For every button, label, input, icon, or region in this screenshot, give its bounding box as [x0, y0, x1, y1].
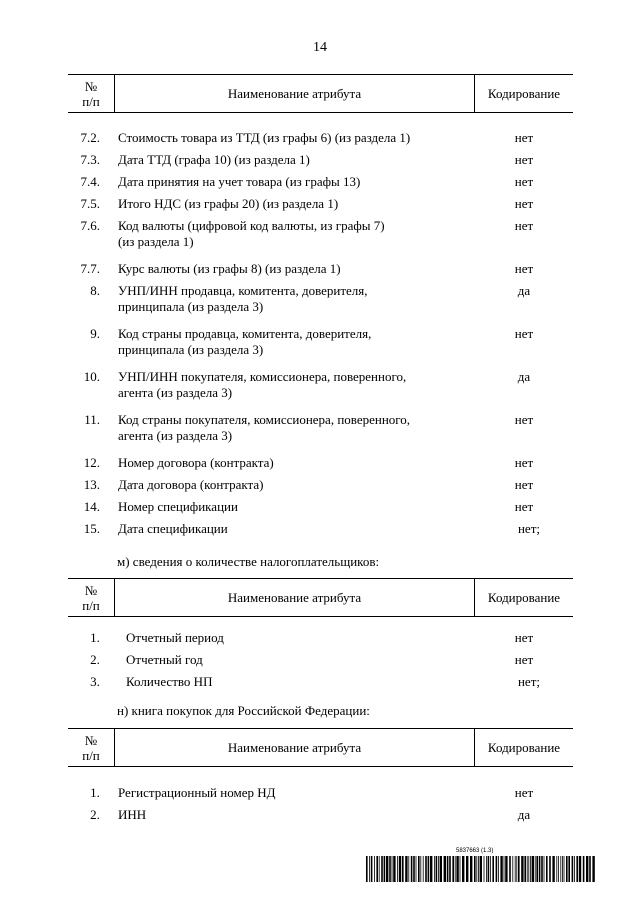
barcode-bar	[436, 856, 438, 882]
barcode-bar	[539, 856, 541, 882]
attribute-name	[118, 152, 470, 168]
row-number: 12.	[83, 455, 100, 470]
attribute-name-line: Дата ТТД (графа 10) (из раздела 1)	[118, 152, 310, 167]
name-column-header: Наименование атрибута	[115, 729, 475, 767]
barcode-bar	[402, 856, 404, 882]
barcode-bar	[486, 856, 487, 882]
table-row	[0, 152, 640, 174]
num-column-header: № п/п	[68, 75, 115, 113]
barcode-bar	[411, 856, 413, 882]
barcode-bar	[496, 856, 498, 882]
table-row	[0, 196, 640, 218]
barcode-bar	[532, 856, 534, 882]
barcode-bar	[505, 856, 507, 882]
table-row	[0, 630, 640, 652]
attribute-name	[118, 130, 470, 146]
barcode-bar	[430, 856, 432, 882]
attribute-name-line: Дата договора (контракта)	[118, 477, 264, 492]
attribute-name	[118, 412, 470, 444]
barcode-bar	[530, 856, 531, 882]
attribute-name-line: принципала (из раздела 3)	[118, 299, 264, 314]
attribute-name-line: агента (из раздела 3)	[118, 385, 233, 400]
coding-value: нет	[514, 261, 534, 276]
barcode-bar	[460, 856, 461, 882]
row-number: 2.	[90, 807, 100, 822]
attribute-name-line: принципала (из раздела 3)	[118, 342, 264, 357]
barcode-bar	[369, 856, 370, 882]
row-number: 10.	[83, 369, 100, 384]
attribute-name	[118, 785, 470, 801]
barcode-bar	[399, 856, 401, 882]
attribute-name	[118, 326, 470, 358]
barcode-bar	[488, 856, 490, 882]
coding-value: нет	[514, 130, 534, 145]
table-row	[0, 130, 640, 152]
barcode-bar	[504, 856, 505, 882]
table-row	[0, 369, 640, 412]
attribute-name-line: Код страны покупателя, комиссионера, поверенного,	[118, 412, 411, 427]
table2-body	[0, 630, 640, 696]
barcode-bar	[423, 856, 424, 882]
attribute-name-line: Номер договора (контракта)	[118, 455, 274, 470]
barcode-bar	[381, 856, 383, 882]
barcode-bar	[572, 856, 574, 882]
barcode-bar	[549, 856, 551, 882]
table-row	[0, 477, 640, 499]
barcode-bar	[438, 856, 439, 882]
row-number: 2.	[90, 652, 100, 667]
barcode-bar	[478, 856, 479, 882]
barcode-label: 5837663 (1.3)	[456, 848, 494, 854]
coding-value: нет	[514, 326, 534, 341]
barcode-bar	[434, 856, 435, 882]
barcode-bar	[408, 856, 409, 882]
attribute-name	[118, 196, 470, 212]
barcode-bar	[515, 856, 516, 882]
attribute-name-line: Дата спецификации	[118, 521, 228, 536]
barcode-bar	[405, 856, 407, 882]
table-row	[0, 785, 640, 807]
barcode-bar	[449, 856, 451, 882]
barcode-bar	[476, 856, 477, 882]
barcode-bar	[516, 856, 517, 882]
coding-value: нет	[514, 218, 534, 233]
table3-header	[68, 728, 573, 767]
barcode-bar	[397, 856, 398, 882]
barcode-bar	[466, 856, 468, 882]
barcode-bar	[447, 856, 449, 882]
row-number: 11.	[84, 412, 100, 427]
attribute-name-line: Курс валюты (из графы 8) (из раздела 1)	[118, 261, 341, 276]
barcode-bar	[589, 856, 591, 882]
barcode-bar	[455, 856, 456, 882]
attribute-name-line: Регистрационный номер НД	[118, 785, 276, 800]
barcode-bar	[480, 856, 482, 882]
attribute-name-line: Количество НП	[126, 674, 213, 689]
barcode-bar	[376, 856, 378, 882]
attribute-name	[118, 521, 470, 537]
barcode-bar	[576, 856, 578, 882]
attribute-name	[118, 218, 470, 250]
attribute-name-line: ИНН	[118, 807, 147, 822]
barcode-bar	[474, 856, 476, 882]
code-column-header: Кодирование	[475, 579, 574, 617]
barcode-bar	[527, 856, 528, 882]
row-number: 13.	[83, 477, 100, 492]
barcode-bar	[389, 856, 391, 882]
coding-value: нет	[514, 630, 534, 645]
row-number: 8.	[90, 283, 100, 298]
barcode-bar	[456, 856, 458, 882]
section-n-intro: н) книга покупок для Российской Федерации:	[117, 703, 370, 718]
barcode-bar	[518, 856, 520, 882]
row-number: 7.4.	[80, 174, 100, 189]
attribute-name-line: Код валюты (цифровой код валюты, из графы 7)	[118, 218, 385, 233]
attribute-name-line: УНП/ИНН продавца, комитента, доверителя,	[118, 283, 368, 298]
barcode-bar	[428, 856, 430, 882]
barcode-bar	[541, 856, 543, 882]
barcode-bar	[536, 856, 538, 882]
barcode-bar	[392, 856, 393, 882]
barcode-bar	[452, 856, 454, 882]
barcode-bar	[524, 856, 526, 882]
row-number: 1.	[90, 785, 100, 800]
barcode-bar	[498, 856, 499, 882]
barcode-bar	[500, 856, 502, 882]
row-number: 3.	[90, 674, 100, 689]
barcode-bar	[535, 856, 536, 882]
row-number: 1.	[90, 630, 100, 645]
barcode-icon	[366, 856, 596, 882]
coding-value: нет	[514, 412, 534, 427]
barcode-bar	[379, 856, 380, 882]
barcode-bar	[386, 856, 388, 882]
coding-value: нет	[514, 652, 534, 667]
barcode-bar	[568, 856, 570, 882]
attribute-name-line: Стоимость товара из ТТД (из графы 6) (из раздела 1)	[118, 130, 411, 145]
barcode-bar	[425, 856, 427, 882]
attribute-name	[118, 499, 470, 515]
barcode-bar	[384, 856, 386, 882]
table-row	[0, 283, 640, 326]
barcode-bar	[366, 856, 368, 882]
barcode-bar	[492, 856, 494, 882]
barcode-bar	[583, 856, 585, 882]
num-column-header: № п/п	[68, 579, 115, 617]
attribute-name-line: УНП/ИНН покупателя, комиссионера, поверенного,	[118, 369, 407, 384]
barcode-bar	[560, 856, 561, 882]
barcode-bar	[470, 856, 472, 882]
barcode-bar	[444, 856, 446, 882]
page-number: 14	[313, 40, 327, 55]
coding-value: нет	[514, 152, 534, 167]
barcode-bar	[586, 856, 588, 882]
row-number: 7.5.	[80, 196, 100, 211]
table1-header	[68, 74, 573, 113]
barcode-bar	[393, 856, 395, 882]
attribute-name	[126, 652, 478, 668]
attribute-name-line: Дата принятия на учет товара (из графы 13)	[118, 174, 361, 189]
barcode-bar	[556, 856, 557, 882]
barcode-bar	[579, 856, 581, 882]
attribute-name-line: (из раздела 1)	[118, 234, 194, 249]
coding-value: да	[517, 369, 531, 384]
coding-value: нет	[514, 455, 534, 470]
section-m-intro: м) сведения о количестве налогоплательщиков:	[117, 554, 380, 569]
table-row	[0, 674, 640, 696]
coding-value: да	[517, 807, 531, 822]
barcode-bar	[374, 856, 375, 882]
barcode-bar	[509, 856, 511, 882]
barcode-bar	[413, 856, 415, 882]
row-number: 7.2.	[80, 130, 100, 145]
barcode-bar	[416, 856, 417, 882]
code-column-header: Кодирование	[475, 729, 574, 767]
barcode-bar	[574, 856, 575, 882]
attribute-name	[118, 261, 470, 277]
barcode-bar	[462, 856, 464, 882]
barcode-bar	[490, 856, 491, 882]
attribute-name	[126, 630, 478, 646]
table-row	[0, 521, 640, 543]
attribute-name-line: Итого НДС (из графы 20) (из раздела 1)	[118, 196, 339, 211]
row-number: 7.7.	[80, 261, 100, 276]
attribute-name-line: Код страны продавца, комитента, доверителя,	[118, 326, 372, 341]
barcode-bar	[418, 856, 420, 882]
attribute-name	[118, 174, 470, 190]
table2-header	[68, 578, 573, 617]
barcode-bar	[592, 856, 594, 882]
barcode-bar	[512, 856, 513, 882]
barcode-bar	[546, 856, 548, 882]
row-number: 7.3.	[80, 152, 100, 167]
row-number: 14.	[83, 499, 100, 514]
row-number: 15.	[83, 521, 100, 536]
name-column-header: Наименование атрибута	[115, 579, 475, 617]
table3-body	[0, 785, 640, 829]
barcode-bar	[566, 856, 568, 882]
coding-value: нет;	[517, 674, 540, 689]
attribute-name	[118, 455, 470, 471]
table-row	[0, 455, 640, 477]
barcode-bar	[564, 856, 565, 882]
table-row	[0, 499, 640, 521]
attribute-name-line: агента (из раздела 3)	[118, 428, 233, 443]
barcode-bar	[558, 856, 559, 882]
barcode-bar	[440, 856, 442, 882]
barcode-bar	[420, 856, 421, 882]
table-row	[0, 326, 640, 369]
attribute-name-line: Номер спецификации	[118, 499, 238, 514]
coding-value: нет	[514, 477, 534, 492]
table-row	[0, 174, 640, 196]
barcode-bar	[552, 856, 554, 882]
attribute-name	[126, 674, 478, 690]
barcode-bar	[562, 856, 563, 882]
coding-value: нет	[514, 174, 534, 189]
attribute-name	[118, 369, 470, 401]
barcode-bar	[521, 856, 523, 882]
table-row	[0, 261, 640, 283]
attribute-name	[118, 807, 470, 823]
attribute-name-line: Отчетный год	[126, 652, 203, 667]
code-column-header: Кодирование	[475, 75, 574, 113]
name-column-header: Наименование атрибута	[115, 75, 475, 113]
table1-body	[0, 130, 640, 543]
table-row	[0, 412, 640, 455]
barcode-bar	[528, 856, 529, 882]
row-number: 9.	[90, 326, 100, 341]
coding-value: нет	[514, 499, 534, 514]
attribute-name	[118, 283, 470, 315]
table-row	[0, 807, 640, 829]
num-column-header: № п/п	[68, 729, 115, 767]
barcode-bar	[544, 856, 545, 882]
attribute-name	[118, 477, 470, 493]
barcode-bar	[484, 856, 485, 882]
coding-value: нет;	[517, 521, 540, 536]
barcode-bar	[371, 856, 373, 882]
coding-value: нет	[514, 196, 534, 211]
row-number: 7.6.	[80, 218, 100, 233]
table-row	[0, 652, 640, 674]
coding-value: нет	[514, 785, 534, 800]
attribute-name-line: Отчетный период	[126, 630, 224, 645]
coding-value: да	[517, 283, 531, 298]
table-row	[0, 218, 640, 261]
